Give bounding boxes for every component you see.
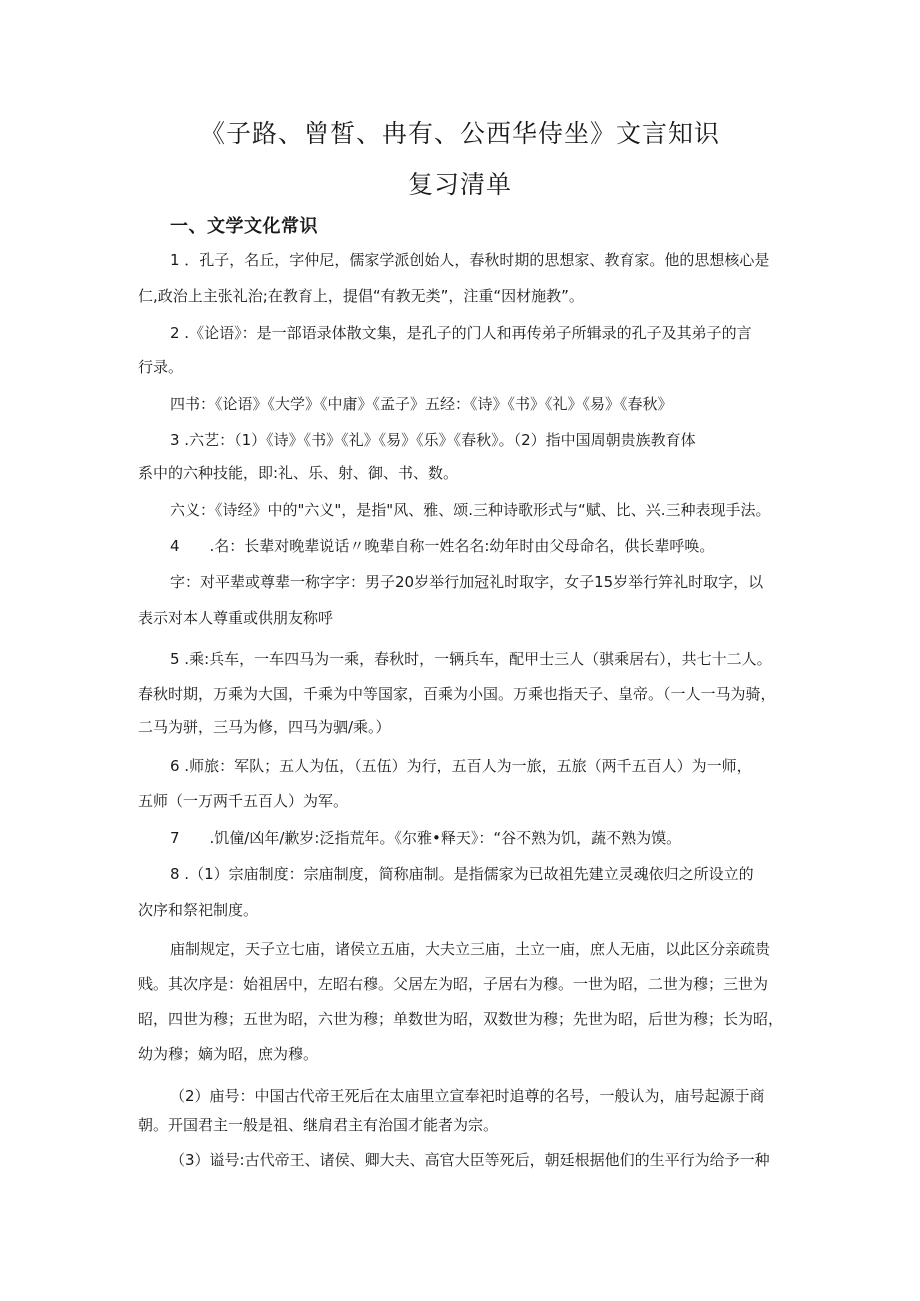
- paragraph-line: 2 .《论语》：是一部语录体散文集，是孔子的门人和再传弟子所辑录的孔子及其弟子的言: [170, 324, 752, 342]
- paragraph-line: 1 ．孔子，名丘，字仲尼，儒家学派创始人，春秋时期的思想家、教育家。他的思想核心是: [170, 251, 770, 269]
- paragraph-line: 朝。开国君主一般是祖、继肩君主有治国才能者为宗。: [138, 1116, 499, 1134]
- paragraph-line: 六义：《诗经》中的"六义"，是指"风、雅、颂.三种诗歌形式与“赋、比、兴.三种表现手法。: [170, 501, 771, 519]
- paragraph-line: 字：对平辈或尊辈一称字字：男子20岁举行加冠礼时取字，女子15岁举行笄礼时取字，以: [170, 573, 764, 591]
- paragraph-line: 贱。其次序是：始祖居中，左昭右穆。父居左为昭，子居右为穆。一世为昭，二世为穆；三世为: [138, 975, 769, 993]
- paragraph-line: 四书：《论语》《大学》《中庸》《孟子》五经：《诗》《书》《礼》《易》《春秋》: [170, 395, 673, 413]
- paragraph-line: 7 .饥僮/凶年/歉岁:泛指荒年。《尔雅•释天》：“谷不熟为饥，蔬不熟为馍。: [170, 829, 682, 847]
- document-title: 《子路、曾皙、冉有、公西华侍坐》文言知识: [199, 119, 720, 148]
- paragraph-line: 表示对本人尊重或供朋友称呼: [138, 609, 334, 627]
- paragraph-line: 春秋时期，万乘为大国，千乘为中等国家，百乘为小国。万乘也指天子、皇帝。（一人一马为骑，: [138, 685, 776, 703]
- section-heading: 一、文学文化常识: [170, 216, 318, 237]
- paragraph-line: 4 .名：长辈对晚辈说话〃晚辈自称一姓名名:幼年时由父母命名，供长辈呼唤。: [170, 537, 715, 555]
- paragraph-line: 昭，四世为穆；五世为昭，六世为穆；单数世为昭，双数世为穆；先世为昭，后世为穆；长为昭，: [138, 1010, 784, 1028]
- paragraph-line: 8 .（1）宗庙制度：宗庙制度，简称庙制。是指儒家为已故祖先建立灵魂依归之所设立的: [170, 865, 754, 883]
- paragraph-line: 行录。: [138, 358, 184, 376]
- paragraph-line: （2）庙号：中国古代帝王死后在太庙里立宣奉祀时追尊的名号，一般认为，庙号起源于商: [170, 1087, 765, 1105]
- paragraph-line: 幼为穆；嫡为昭，庶为穆。: [138, 1045, 319, 1063]
- paragraph-line: 6 .师旅：军队；五人为伍，（五伍）为行，五百人为一旅，五旅（两千五百人）为一师，: [170, 757, 752, 775]
- paragraph-line: 次序和祭祀制度。: [138, 901, 259, 919]
- paragraph-line: （3）谥号:古代帝王、诸侯、卿大夫、高官大臣等死后，朝廷根据他们的生平行为给予一种: [170, 1151, 770, 1169]
- paragraph-line: 5 .乘:兵车，一车四马为一乘，春秋时，一辆兵车，配甲士三人（骐乘居右），共七十二人。: [170, 650, 772, 668]
- paragraph-line: 五师（一万两千五百人）为军。: [138, 792, 349, 810]
- paragraph-line: 系中的六种技能，即:礼、乐、射、御、书、数。: [138, 464, 459, 482]
- paragraph-line: 3 .六艺：（1）《诗》《书》《礼》《易》《乐》《春秋》。（2）指中国周朝贵族教育体: [170, 431, 696, 449]
- document-subtitle: 复习清单: [407, 170, 512, 199]
- paragraph-line: 仁,政治上主张礼治;在教育上，提倡“有教无类”，注重“因材施教”。: [138, 287, 584, 305]
- paragraph-line: 庙制规定，天子立七庙，诸侯立五庙，大夫立三庙，土立一庙，庶人无庙，以此区分亲疏贵: [170, 940, 771, 958]
- paragraph-line: 二马为骈，三马为修，四马为驷/乘。）: [138, 718, 391, 736]
